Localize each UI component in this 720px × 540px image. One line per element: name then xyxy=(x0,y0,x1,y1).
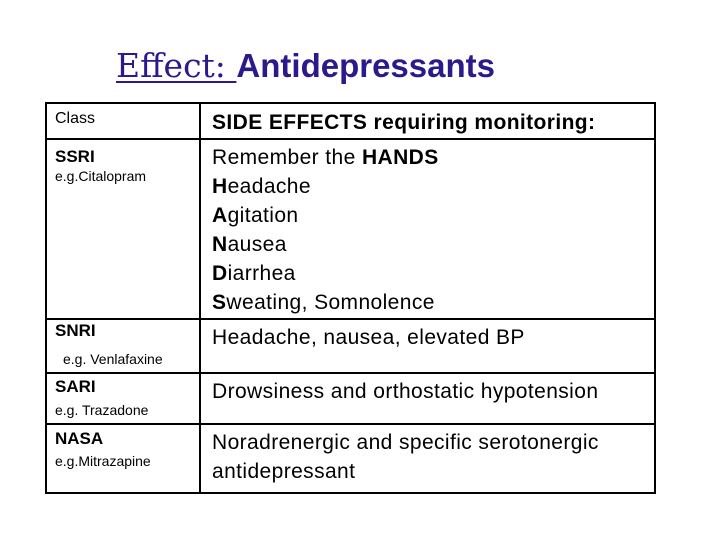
ssri-effect-item xyxy=(212,201,439,230)
nasa-effects-line-2: antidepressant xyxy=(212,460,356,483)
ssri-intro-mnemonic: HANDS xyxy=(361,146,439,169)
title-main: Antidepressants xyxy=(236,47,495,84)
header-side-effects: SIDE EFFECTS requiring monitoring: xyxy=(212,111,596,134)
snri-class: SNRI xyxy=(55,321,96,340)
row-divider-sari xyxy=(45,423,656,425)
ssri-effect-item xyxy=(212,230,439,259)
sari-class: SARI xyxy=(55,377,96,396)
ssri-example: e.g.Citalopram xyxy=(55,168,147,184)
header-class: Class xyxy=(55,110,96,127)
ssri-effect-item xyxy=(212,172,439,201)
sari-example: e.g. Trazadone xyxy=(55,402,149,418)
column-divider xyxy=(199,102,201,494)
effect-initial: H xyxy=(212,175,228,198)
ssri-intro xyxy=(212,143,439,172)
effect-initial: A xyxy=(212,204,228,227)
ssri-effect-item xyxy=(212,288,439,317)
effect-text: weating, Somnolence xyxy=(226,291,435,314)
row-divider-snri xyxy=(45,372,656,374)
effect-initial: N xyxy=(212,233,228,256)
title-prefix: Effect: xyxy=(116,46,237,85)
row-divider-header xyxy=(45,138,656,140)
ssri-intro-text: Remember the xyxy=(212,146,362,169)
nasa-effects xyxy=(212,428,599,486)
effect-text: iarrhea xyxy=(227,262,296,285)
ssri-effects xyxy=(212,143,439,317)
snri-example: e.g. Venlafaxine xyxy=(63,351,163,367)
effect-text: gitation xyxy=(227,204,299,227)
nasa-class: NASA xyxy=(55,429,104,448)
sari-effects: Drowsiness and orthostatic hypotension xyxy=(212,380,599,403)
snri-effects: Headache, nausea, elevated BP xyxy=(212,326,525,349)
effect-initial: D xyxy=(212,262,228,285)
page-title xyxy=(116,44,495,88)
row-divider-ssri xyxy=(45,318,656,320)
nasa-effects-line-1: Noradrenergic and specific serotonergic xyxy=(212,431,599,454)
effect-text: ausea xyxy=(227,233,287,256)
effect-initial: S xyxy=(212,291,227,314)
effect-text: eadache xyxy=(227,175,311,198)
ssri-effect-item xyxy=(212,259,439,288)
nasa-example: e.g.Mitrazapine xyxy=(55,453,151,469)
ssri-class: SSRI xyxy=(55,147,95,166)
